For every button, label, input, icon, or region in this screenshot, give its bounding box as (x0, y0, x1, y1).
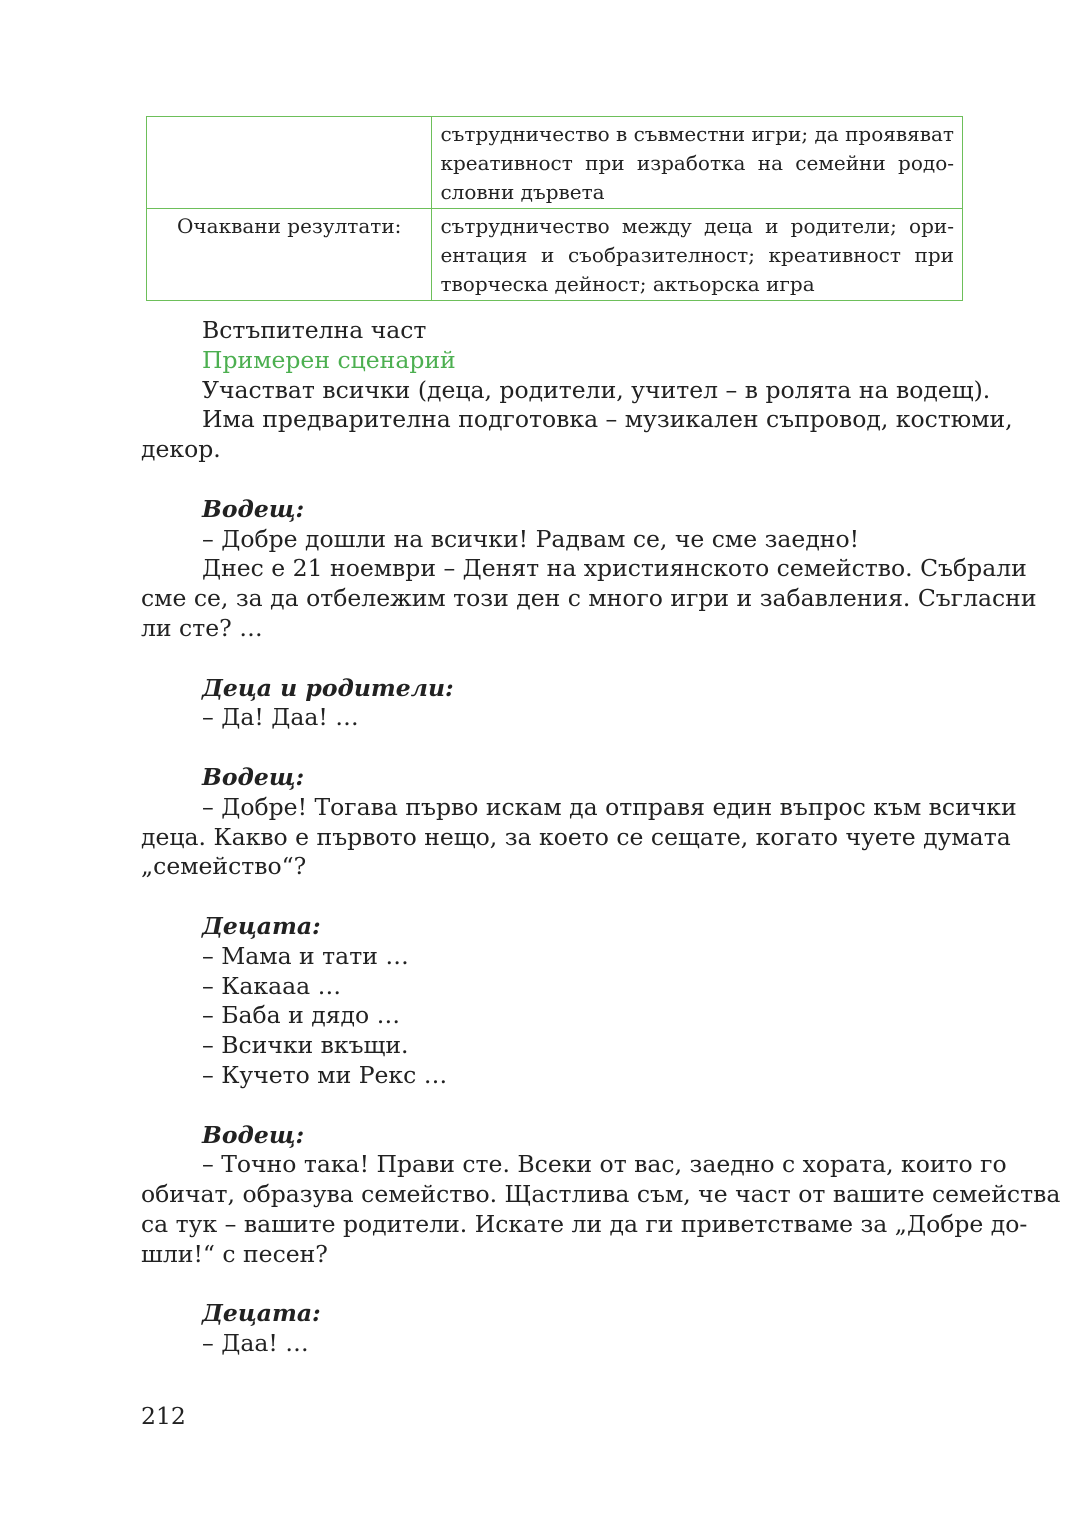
speaker-name: Водещ: (202, 1120, 305, 1149)
table-cell-label (147, 117, 432, 209)
dialogue-line: ли сте? … (141, 613, 263, 642)
info-table (146, 116, 963, 301)
table-cell-line: ентация и съобразителност; креативност при (440, 243, 954, 267)
dialogue-line: – Добре дошли на всички! Радвам се, че сме заедно! (202, 524, 860, 553)
dialogue-line: шли!“ с песен? (141, 1239, 328, 1268)
speaker-name: Децата: (202, 1299, 321, 1328)
table-cell-label-expected-results: Очаквани резултати: (147, 209, 432, 301)
spacer (141, 1091, 968, 1121)
dialogue-line: сме се, за да отбележим този ден с много игри и забавления. Съгласни (141, 584, 1037, 613)
table-cell-content (432, 209, 963, 301)
dialogue-line: са тук – вашите родители. Искате ли да ги приветстваме за „Добре до- (141, 1209, 1028, 1238)
spacer (141, 882, 968, 912)
table-cell-line: творческа дейност; актьорска игра (440, 272, 815, 296)
intro-line: Има предварителна подготовка – музикален съпровод, костюми, (202, 405, 1013, 434)
speaker-name: Деца и родители: (202, 673, 454, 702)
dialogue-line: – Какааа … (202, 971, 342, 1000)
table-cell-line: креативност при изработка на семейни родо- (440, 151, 954, 175)
spacer (141, 1270, 968, 1300)
dialogue-line: – Всички вкъщи. (202, 1031, 409, 1060)
intro-line: Участват всички (деца, родители, учител – в ролята на водещ). (202, 375, 991, 404)
dialogue-line: – Даа! … (202, 1329, 309, 1358)
table-cell-line: словни дървета (440, 180, 605, 204)
spacer (141, 644, 968, 674)
dialogue-line: – Да! Даа! … (202, 703, 359, 732)
intro-line: декор. (141, 435, 221, 464)
spacer (141, 733, 968, 763)
page-body (141, 316, 1061, 1359)
table-cell-line: сътрудничество в съвместни игри; да проявяват (440, 122, 954, 146)
speaker-name: Водещ: (202, 762, 305, 791)
dialogue-line: – Баба и дядо … (202, 1001, 401, 1030)
table-cell-line: сътрудничество между деца и родители; ори- (440, 214, 954, 238)
dialogue-line: „семейство“? (141, 852, 307, 881)
dialogue-line: – Кучето ми Рекс … (202, 1060, 448, 1089)
table-row (147, 117, 963, 209)
dialogue-line: – Мама и тати … (202, 941, 409, 970)
dialogue-line: Днес е 21 ноември – Денят на християнското семейство. Събрали (202, 554, 1027, 583)
dialogue-line: деца. Какво е първото нещо, за което се сещате, когато чуете думата (141, 822, 1011, 851)
table-cell-content (432, 117, 963, 209)
dialogue-line: обичат, образува семейство. Щастлива съм, че част от вашите семейства (141, 1180, 1061, 1209)
speaker-name: Децата: (202, 911, 321, 940)
spacer (141, 465, 968, 495)
page-number: 212 (141, 1402, 186, 1430)
section-title: Встъпителна част (202, 316, 427, 344)
dialogue-line: – Добре! Тогава първо искам да отправя един въпрос към всички (202, 792, 1017, 821)
dialogue-line: – Точно така! Прави сте. Всеки от вас, заедно с хората, които го (202, 1150, 1007, 1179)
speaker-name: Водещ: (202, 494, 305, 523)
info-table-container (146, 116, 963, 301)
table-row (147, 209, 963, 301)
subsection-title: Примерен сценарий (202, 345, 456, 374)
